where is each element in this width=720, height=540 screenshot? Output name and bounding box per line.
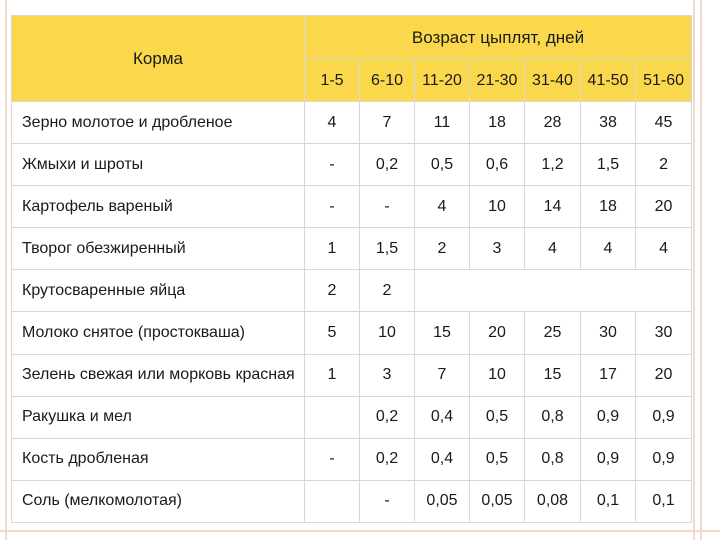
value-cell: 4 bbox=[581, 228, 636, 270]
value-cell: 1,5 bbox=[360, 228, 415, 270]
value-cell: 30 bbox=[636, 312, 692, 354]
value-cell: 2 bbox=[415, 228, 470, 270]
table-row bbox=[12, 144, 692, 186]
value-cell: 4 bbox=[415, 186, 470, 228]
value-cell: 3 bbox=[470, 228, 525, 270]
value-cell: 7 bbox=[415, 354, 470, 396]
value-cell bbox=[305, 396, 360, 438]
table-row bbox=[12, 480, 692, 522]
value-cell: 20 bbox=[636, 186, 692, 228]
age-group-header: 6-10 bbox=[360, 60, 415, 102]
age-group-header: 1-5 bbox=[305, 60, 360, 102]
value-cell: 1 bbox=[305, 228, 360, 270]
age-column-header: Возраст цыплят, дней bbox=[305, 16, 692, 60]
value-cell: 0,5 bbox=[415, 144, 470, 186]
value-cell bbox=[415, 270, 692, 312]
value-cell: 2 bbox=[636, 144, 692, 186]
age-group-header: 31-40 bbox=[525, 60, 581, 102]
feed-column-header: Корма bbox=[12, 16, 305, 102]
value-cell: - bbox=[360, 186, 415, 228]
value-cell: 0,05 bbox=[470, 480, 525, 522]
table-row bbox=[12, 228, 692, 270]
value-cell: 1 bbox=[305, 354, 360, 396]
value-cell: 20 bbox=[636, 354, 692, 396]
value-cell: 0,1 bbox=[581, 480, 636, 522]
value-cell: 0,2 bbox=[360, 438, 415, 480]
feed-name-cell: Творог обезжиренный bbox=[12, 228, 305, 270]
feed-name-cell: Крутосваренные яйца bbox=[12, 270, 305, 312]
table-row bbox=[12, 312, 692, 354]
value-cell: - bbox=[360, 480, 415, 522]
value-cell: 18 bbox=[470, 102, 525, 144]
feed-name-cell: Зелень свежая или морковь красная bbox=[12, 354, 305, 396]
value-cell: 28 bbox=[525, 102, 581, 144]
value-cell: 0,9 bbox=[581, 396, 636, 438]
table-row bbox=[12, 396, 692, 438]
table-row bbox=[12, 354, 692, 396]
value-cell: 11 bbox=[415, 102, 470, 144]
age-group-header: 51-60 bbox=[636, 60, 692, 102]
value-cell: - bbox=[305, 144, 360, 186]
value-cell: 10 bbox=[360, 312, 415, 354]
value-cell: 0,9 bbox=[636, 396, 692, 438]
value-cell: 0,4 bbox=[415, 438, 470, 480]
value-cell: 0,2 bbox=[360, 396, 415, 438]
value-cell: 3 bbox=[360, 354, 415, 396]
frame-line-right-outer bbox=[700, 0, 702, 540]
table-row bbox=[12, 270, 692, 312]
value-cell: 1,5 bbox=[581, 144, 636, 186]
value-cell: 18 bbox=[581, 186, 636, 228]
value-cell: 45 bbox=[636, 102, 692, 144]
value-cell: 25 bbox=[525, 312, 581, 354]
feed-name-cell: Молоко снятое (простокваша) bbox=[12, 312, 305, 354]
value-cell: 0,9 bbox=[581, 438, 636, 480]
value-cell: 0,08 bbox=[525, 480, 581, 522]
value-cell: - bbox=[305, 186, 360, 228]
value-cell: 10 bbox=[470, 186, 525, 228]
feed-name-cell: Картофель вареный bbox=[12, 186, 305, 228]
value-cell: 0,5 bbox=[470, 438, 525, 480]
value-cell: 14 bbox=[525, 186, 581, 228]
value-cell: 0,4 bbox=[415, 396, 470, 438]
value-cell: 4 bbox=[636, 228, 692, 270]
frame-line-bottom bbox=[0, 530, 720, 532]
feed-name-cell: Жмыхи и шроты bbox=[12, 144, 305, 186]
value-cell: 30 bbox=[581, 312, 636, 354]
value-cell: 0,8 bbox=[525, 438, 581, 480]
feed-name-cell: Соль (мелкомолотая) bbox=[12, 480, 305, 522]
value-cell: 1,2 bbox=[525, 144, 581, 186]
value-cell: 0,9 bbox=[636, 438, 692, 480]
table-row bbox=[12, 186, 692, 228]
feed-name-cell: Зерно молотое и дробленое bbox=[12, 102, 305, 144]
value-cell: 10 bbox=[470, 354, 525, 396]
value-cell bbox=[305, 480, 360, 522]
value-cell: - bbox=[305, 438, 360, 480]
value-cell: 17 bbox=[581, 354, 636, 396]
value-cell: 15 bbox=[415, 312, 470, 354]
value-cell: 2 bbox=[305, 270, 360, 312]
feed-ration-table bbox=[11, 15, 692, 523]
value-cell: 0,2 bbox=[360, 144, 415, 186]
feed-name-cell: Кость дробленая bbox=[12, 438, 305, 480]
frame-line-left bbox=[5, 0, 7, 540]
table-body bbox=[12, 102, 692, 523]
feed-name-cell: Ракушка и мел bbox=[12, 396, 305, 438]
value-cell: 15 bbox=[525, 354, 581, 396]
value-cell: 0,5 bbox=[470, 396, 525, 438]
frame-line-right bbox=[693, 0, 695, 540]
age-group-header: 41-50 bbox=[581, 60, 636, 102]
age-group-header: 21-30 bbox=[470, 60, 525, 102]
value-cell: 4 bbox=[305, 102, 360, 144]
value-cell: 5 bbox=[305, 312, 360, 354]
age-group-header: 11-20 bbox=[415, 60, 470, 102]
value-cell: 4 bbox=[525, 228, 581, 270]
value-cell: 20 bbox=[470, 312, 525, 354]
value-cell: 0,8 bbox=[525, 396, 581, 438]
value-cell: 0,6 bbox=[470, 144, 525, 186]
value-cell: 7 bbox=[360, 102, 415, 144]
value-cell: 2 bbox=[360, 270, 415, 312]
table-row bbox=[12, 102, 692, 144]
table-row bbox=[12, 438, 692, 480]
value-cell: 38 bbox=[581, 102, 636, 144]
value-cell: 0,05 bbox=[415, 480, 470, 522]
value-cell: 0,1 bbox=[636, 480, 692, 522]
